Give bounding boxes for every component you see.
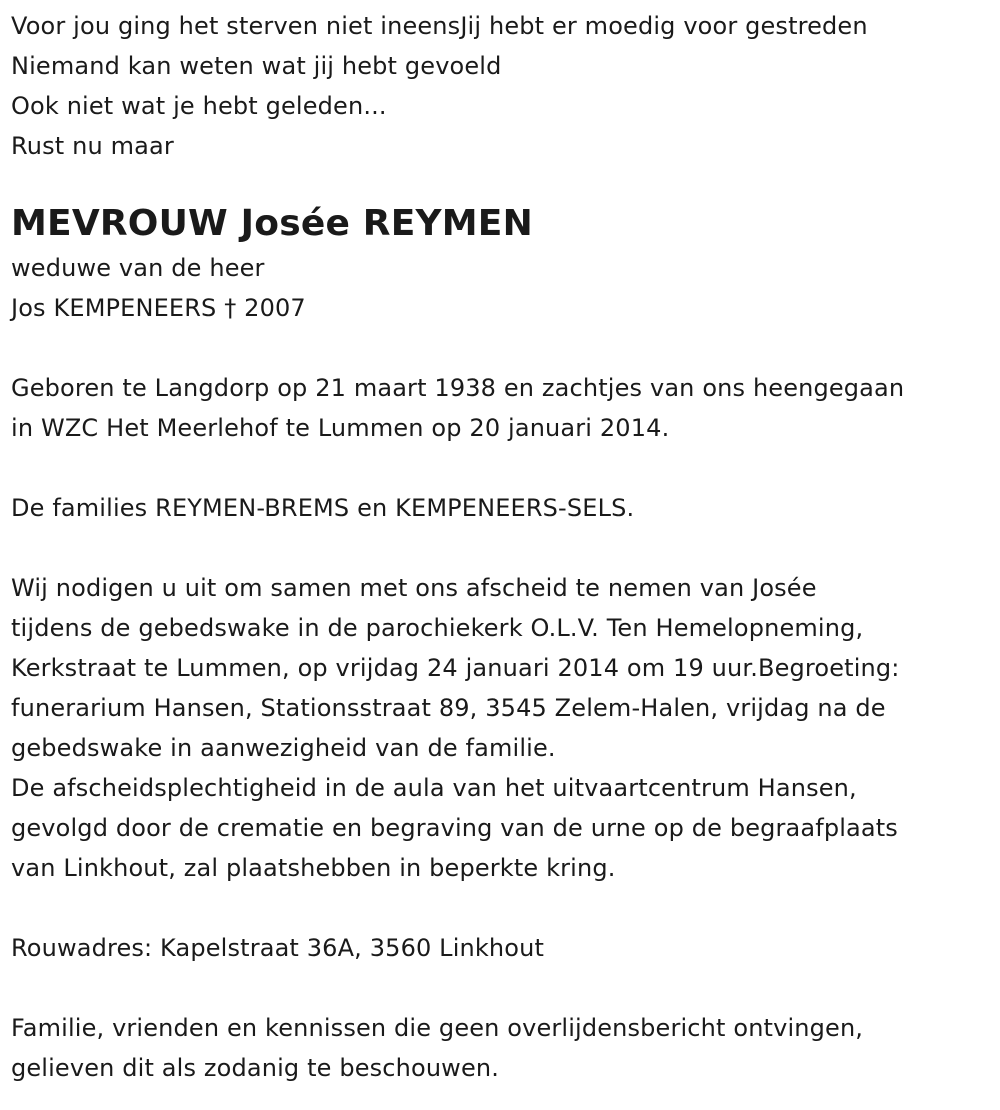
paragraph-line: funerarium Hansen, Stationsstraat 89, 3545 Zelem-Halen, vrijdag na de [11, 694, 886, 722]
poem-line: Rust nu maar [11, 132, 174, 160]
poem-line: Niemand kan weten wat jij hebt gevoeld [11, 52, 502, 80]
poem [11, 6, 1000, 166]
paragraph-line: gelieven dit als zodanig te beschouwen. [11, 1054, 500, 1082]
spouse-name: Jos KEMPENEERS [11, 294, 217, 322]
paragraph-line: van Linkhout, zal plaatshebben in beperkte kring. [11, 854, 616, 882]
spacer [11, 888, 1000, 928]
paragraph-line: in WZC Het Meerlehof te Lummen op 20 januari 2014. [11, 414, 670, 442]
birth-death-paragraph [11, 368, 1000, 448]
paragraph-line: Familie, vrienden en kennissen die geen overlijdensbericht ontvingen, [11, 1014, 864, 1042]
spouse-death-year: 2007 [244, 294, 306, 322]
spacer [11, 448, 1000, 488]
spacer [11, 528, 1000, 568]
closing-paragraph [11, 1008, 1000, 1088]
paragraph-line: Kerkstraat te Lummen, op vrijdag 24 januari 2014 om 19 uur.Begroeting: [11, 654, 900, 682]
paragraph-line: De afscheidsplechtigheid in de aula van het uitvaartcentrum Hansen, [11, 774, 857, 802]
paragraph-line: gebedswake in aanwezigheid van de familie. [11, 734, 556, 762]
families-line: De families REYMEN-BREMS en KEMPENEERS-SELS. [11, 494, 635, 522]
mourning-address: Rouwadres: Kapelstraat 36A, 3560 Linkhout [11, 934, 545, 962]
paragraph-line: tijdens de gebedswake in de parochiekerk O.L.V. Ten Hemelopneming, [11, 614, 864, 642]
paragraph-line: Geboren te Langdorp op 21 maart 1938 en zachtjes van ons heengegaan [11, 374, 905, 402]
paragraph-line: gevolgd door de crematie en begraving van de urne op de begraafplaats [11, 814, 898, 842]
spouse-line [11, 288, 1000, 328]
cross-icon: † [224, 294, 237, 322]
poem-line: Voor jou ging het sterven niet ineensJij hebt er moedig voor gestreden [11, 12, 868, 40]
spacer [11, 328, 1000, 368]
widow-of-text: weduwe van de heer [11, 254, 265, 282]
poem-line: Ook niet wat je hebt geleden... [11, 92, 387, 120]
deceased-name: MEVROUW Josée REYMEN [11, 203, 533, 244]
ceremony-paragraph [11, 568, 1000, 888]
spacer [11, 968, 1000, 1008]
paragraph-line: Wij nodigen u uit om samen met ons afscheid te nemen van Josée [11, 574, 817, 602]
